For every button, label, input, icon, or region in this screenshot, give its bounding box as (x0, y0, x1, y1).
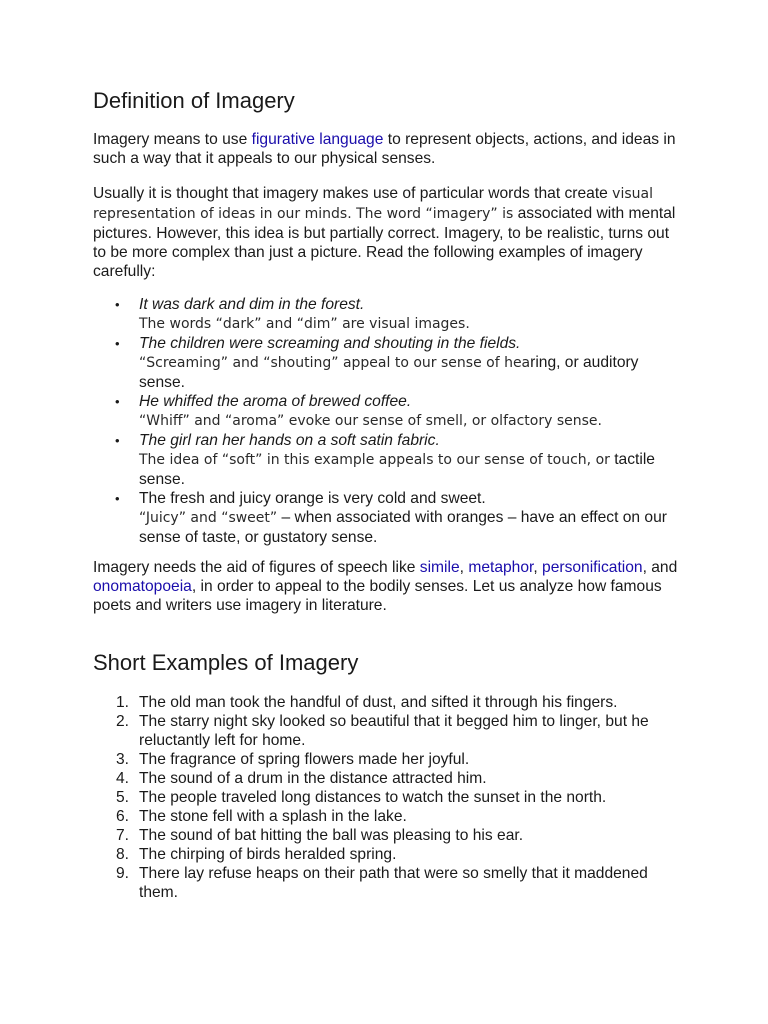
bullet-icon: • (115, 491, 120, 506)
explanation-rest: ring, or auditory sense. (139, 354, 639, 391)
item-number: 5. (116, 789, 130, 806)
list-item (93, 295, 683, 334)
explanation-rest: tactile sense. (139, 451, 655, 488)
usage-paragraph (93, 184, 683, 281)
definition-paragraph (93, 130, 683, 168)
list-item (93, 392, 683, 431)
item-number: 2. (116, 713, 130, 730)
explanation-light: “Juicy” and “sweet” (139, 510, 278, 526)
item-number: 1. (116, 694, 130, 711)
item-number: 9. (116, 865, 130, 882)
item-text: The stone fell with a splash in the lake. (139, 808, 407, 825)
list-item (93, 431, 683, 489)
list-item (93, 750, 683, 769)
list-item (93, 826, 683, 845)
list-item (93, 334, 683, 392)
explanation-light: “Screaming” and “shouting” appeal to our sense of hea (139, 355, 531, 371)
fos-text-1: Imagery needs the aid of figures of speech like (93, 559, 420, 576)
item-text: The starry night sky looked so beautiful that it begged him to linger, but he reluctantly left for home. (139, 713, 649, 749)
list-item (93, 788, 683, 807)
item-number: 6. (116, 808, 130, 825)
example-sentence: It was dark and dim in the forest. (139, 296, 365, 313)
list-item (93, 864, 683, 902)
fos-text-3: , (533, 559, 543, 576)
item-number: 3. (116, 751, 130, 768)
example-explanation (139, 353, 683, 392)
explanation-light: “Whiff” and “aroma” evoke our sense of smell, or olfactory sense. (139, 413, 602, 429)
definition-text-before: Imagery means to use (93, 131, 252, 148)
bullet-icon: • (115, 336, 120, 351)
item-number: 7. (116, 827, 130, 844)
example-explanation (139, 508, 683, 547)
example-sentence: He whiffed the aroma of brewed coffee. (139, 393, 412, 410)
list-item (93, 489, 683, 547)
section-heading-short-examples: Short Examples of Imagery (93, 650, 359, 675)
list-item (93, 769, 683, 788)
list-item (93, 807, 683, 826)
list-item (93, 712, 683, 750)
section-heading-definition: Definition of Imagery (93, 88, 295, 113)
item-text: The people traveled long distances to watch the sunset in the north. (139, 789, 607, 806)
usage-text-line1: Usually it is thought that imagery makes use of particular words that create (93, 185, 613, 202)
metaphor-link[interactable]: metaphor (468, 559, 534, 576)
fos-text-2: , (459, 559, 469, 576)
bullet-icon: • (115, 297, 120, 312)
item-text: The sound of a drum in the distance attracted him. (139, 770, 487, 787)
item-number: 8. (116, 846, 130, 863)
example-sentence: The children were screaming and shouting in the fields. (139, 335, 521, 352)
explanation-light: The words “dark” and “dim” are visual images. (139, 316, 470, 332)
item-text: The old man took the handful of dust, and sifted it through his fingers. (139, 694, 618, 711)
list-item (93, 693, 683, 712)
usage-text-rest: associated with mental pictures. However, this idea is but partially correct. Imagery, to be realistic, turns out to be more complex than just a picture. Read the following examples of imagery carefully: (93, 205, 676, 280)
example-sentence: The fresh and juicy orange is very cold and sweet. (139, 490, 486, 507)
onomatopoeia-link[interactable]: onomatopoeia (93, 578, 192, 595)
personification-link[interactable]: personification (542, 559, 643, 576)
item-text: The sound of bat hitting the ball was pleasing to his ear. (139, 827, 524, 844)
fos-text-4: , and (642, 559, 678, 576)
item-text: There lay refuse heaps on their path that were so smelly that it maddened them. (139, 865, 648, 901)
figurative-language-link[interactable]: figurative language (251, 131, 384, 148)
list-item (93, 845, 683, 864)
imagery-examples-list (93, 295, 683, 547)
usage-text-line2: visual representation of ideas in our minds. The word “imagery” is (93, 186, 653, 222)
example-explanation (139, 450, 683, 489)
short-examples-list (93, 693, 683, 902)
explanation-light: The idea of “soft” in this example appeals to our sense of touch, or (139, 452, 610, 468)
example-sentence: The girl ran her hands on a soft satin fabric. (139, 432, 440, 449)
example-explanation (139, 314, 683, 334)
item-text: The fragrance of spring flowers made her joyful. (139, 751, 470, 768)
fos-text-5: , in order to appeal to the bodily senses. Let us analyze how famous poets and writers use imagery in literature. (93, 578, 662, 614)
simile-link[interactable]: simile (419, 559, 460, 576)
explanation-rest: – when associated with oranges – have an effect on our sense of taste, or gustatory sense. (139, 509, 667, 546)
definition-text-after: to represent objects, actions, and ideas in such a way that it appeals to our physical senses. (93, 131, 676, 167)
item-text: The chirping of birds heralded spring. (139, 846, 397, 863)
bullet-icon: • (115, 433, 120, 448)
example-explanation (139, 411, 683, 431)
item-number: 4. (116, 770, 130, 787)
figures-of-speech-paragraph (93, 558, 683, 615)
bullet-icon: • (115, 394, 120, 409)
